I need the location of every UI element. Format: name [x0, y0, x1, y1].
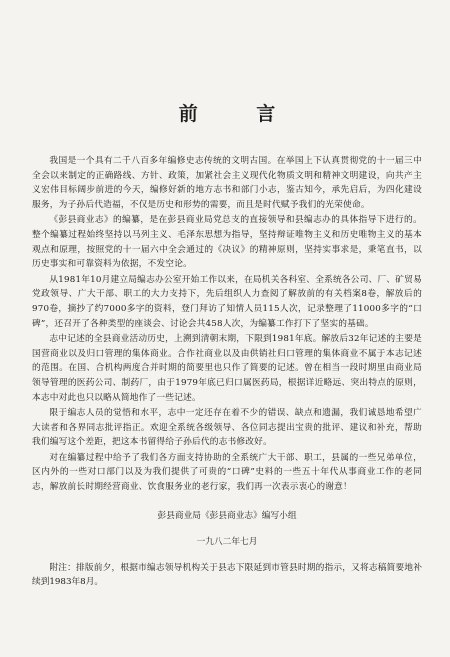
paragraph: 《彭县商业志》的编纂，是在彭县商业局党总支的直接领导和县编志办的具体指导下进行的。整个编纂过程始终坚持以马列主义、毛泽东思想为指导，坚持辩证唯物主义和历史唯物主义的基本观点和原理，按照党的十一届六中全会通过的《决议》的精神原则，坚持实事求是，秉笔直书，以历史事实和可靠资料为依据，不发空论。 — [32, 215, 422, 270]
paragraph: 我国是一个具有二千八百多年编修史志传统的文明古国。在举国上下认真贯彻党的十一届三中全会以来制定的正确路线、方针、政策，加紧社会主义现代化物质文明和精神文明建设，向共产主义宏伟目标阔步前进的今天，编修好新的地方志书和部门小志，鉴古知今，承先启后，为四化建设服务，为子孙后代造福，不仅是历史和形势的需要，而且是时代赋予我们的光荣使命。 — [32, 156, 422, 210]
page-title: 前 言 — [178, 103, 302, 125]
footnote: 附注：排版前夕，根据市编志领导机构关于县志下限延到市管县时期的指示，又将志稿简要地补续到1983年8月。 — [32, 562, 422, 588]
paragraph: 对在编纂过程中给予了我们各方面支持协助的全系统广大干部、职工，县属的一些兄弟单位，区内外的一些对口部门以及为我们提供了可贵的“口碑”史料的一些五十年代从事商业工作的老同志，解放前长时期经营商业、饮食服务业的老行家，我们再一次表示衷心的谢意！ — [32, 452, 422, 493]
preface-body — [32, 154, 422, 495]
paragraph: 从1981年10月建立局编志办公室开始工作以来，在局机关各科室、全系统各公司、厂、矿贸易党政领导、广大干部、职工的大力支持下，先后组织人力查阅了解放前的有关档案8卷，解放后的970卷，摘抄了约7000多字的资料，登门拜访了知情人员115人次，记录整理了11000多字的“口碑”，还召开了各种类型的座谈会、讨论会共458人次，为编纂工作打下了坚实的基础。 — [32, 274, 422, 329]
paragraph: 限于编志人员的觉悟和水平，志中一定还存在着不少的错误、缺点和遗漏，我们诚恳地希望广大读者和各界同志批评指正。欢迎全系统各级领导、各位同志提出宝贵的批评、建议和补充，帮助我们编写这个差距，把这本书留得给子孙后代的志书修改好。 — [32, 408, 422, 448]
paragraph: 志中记述的全县商业活动历史，上溯到清朝末期，下限到1981年底。解放后32年记述的主要是国营商业以及归口管理的集体商业。合作社商业以及由供销社归口管理的集体商业不属于本志记述的范围。在国、合机构两度合并时期的简要里也只作了简要的记述。曾在相当一段时期里由商业局领导管理的医药公司、制药厂，由于1979年底已归口属医药局，根据详近略远、突出特点的原则，本志中对此也只以略从简地作了一些记述。 — [32, 334, 422, 403]
date: 一九八二年七月 — [196, 536, 258, 547]
signature: 彭县商业局《彭县商业志》编写小组 — [157, 510, 297, 521]
